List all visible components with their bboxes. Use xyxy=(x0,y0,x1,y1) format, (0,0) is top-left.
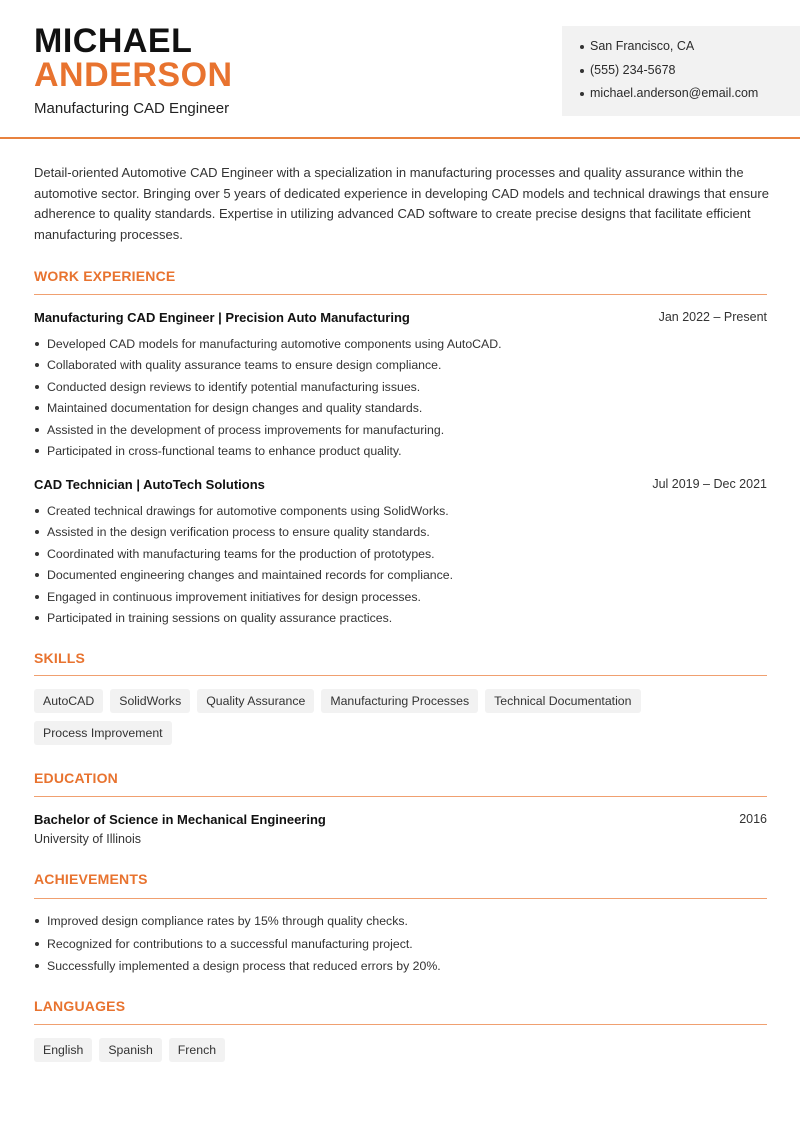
section-title-languages: LANGUAGES xyxy=(34,998,126,1014)
list-item: Engaged in continuous improvement initiatives for design processes. xyxy=(34,589,767,610)
school-name: University of Illinois xyxy=(34,832,141,846)
list-item: Maintained documentation for design changes and quality standards. xyxy=(34,400,767,421)
first-name: MICHAEL xyxy=(34,22,193,60)
job-bullets xyxy=(34,503,767,631)
list-item: Documented engineering changes and maintained records for compliance. xyxy=(34,567,767,588)
skill-tag: Process Improvement xyxy=(34,721,172,745)
list-item: Coordinated with manufacturing teams for the production of prototypes. xyxy=(34,546,767,567)
section-title-work: WORK EXPERIENCE xyxy=(34,268,176,284)
section-divider xyxy=(34,796,767,797)
list-item: Created technical drawings for automotive components using SolidWorks. xyxy=(34,503,767,524)
section-divider xyxy=(34,898,767,899)
skill-tag: AutoCAD xyxy=(34,689,103,713)
language-tag: French xyxy=(169,1038,225,1062)
skill-tag: Quality Assurance xyxy=(197,689,314,713)
job-bullets xyxy=(34,336,767,464)
achievement-bullets xyxy=(34,913,767,981)
skills-tags xyxy=(34,689,774,745)
skill-tag: Technical Documentation xyxy=(485,689,640,713)
list-item: Improved design compliance rates by 15% through quality checks. xyxy=(34,913,767,936)
contact-box xyxy=(562,26,800,116)
language-tags xyxy=(34,1038,774,1062)
list-item: Assisted in the design verification process to ensure quality standards. xyxy=(34,524,767,545)
list-item: Successfully implemented a design process that reduced errors by 20%. xyxy=(34,958,767,981)
graduation-year: 2016 xyxy=(739,812,767,826)
resume-header xyxy=(0,0,800,139)
contact-phone: (555) 234-5678 xyxy=(580,62,758,86)
skill-tag: SolidWorks xyxy=(110,689,190,713)
section-title-achievements: ACHIEVEMENTS xyxy=(34,871,148,887)
job-role: Manufacturing CAD Engineer | Precision Auto Manufacturing xyxy=(34,310,410,325)
section-divider xyxy=(34,1024,767,1025)
list-item: Conducted design reviews to identify potential manufacturing issues. xyxy=(34,379,767,400)
list-item: Recognized for contributions to a successful manufacturing project. xyxy=(34,936,767,959)
list-item: Developed CAD models for manufacturing automotive components using AutoCAD. xyxy=(34,336,767,357)
list-item: Collaborated with quality assurance teams to ensure design compliance. xyxy=(34,357,767,378)
job-dates: Jul 2019 – Dec 2021 xyxy=(652,477,767,491)
summary-paragraph: Detail-oriented Automotive CAD Engineer with a specialization in manufacturing processes and quality assurance within the automotive sector. Bringing over 5 years of dedicated experience in developing CAD models and technical drawings that ensure adherence to quality standards. Expertise in utilizing advanced CAD software to create precise designs that facilitate efficient manufacturing processes. xyxy=(34,165,769,243)
job-role: CAD Technician | AutoTech Solutions xyxy=(34,477,265,492)
last-name: ANDERSON xyxy=(34,56,233,94)
section-title-skills: SKILLS xyxy=(34,650,85,666)
section-title-education: EDUCATION xyxy=(34,770,118,786)
degree: Bachelor of Science in Mechanical Engineering xyxy=(34,812,326,827)
language-tag: English xyxy=(34,1038,92,1062)
skill-tag: Manufacturing Processes xyxy=(321,689,478,713)
job-dates: Jan 2022 – Present xyxy=(658,310,767,324)
language-tag: Spanish xyxy=(99,1038,161,1062)
contact-email[interactable]: michael.anderson@email.com xyxy=(580,85,758,109)
education-header xyxy=(34,812,767,827)
list-item: Participated in cross-functional teams to enhance product quality. xyxy=(34,443,767,464)
section-divider xyxy=(34,675,767,676)
contact-location: San Francisco, CA xyxy=(580,38,758,62)
job-header xyxy=(34,477,767,492)
list-item: Assisted in the development of process improvements for manufacturing. xyxy=(34,422,767,443)
job-header xyxy=(34,310,767,325)
list-item: Participated in training sessions on quality assurance practices. xyxy=(34,610,767,631)
section-divider xyxy=(34,294,767,295)
job-title: Manufacturing CAD Engineer xyxy=(34,100,230,117)
